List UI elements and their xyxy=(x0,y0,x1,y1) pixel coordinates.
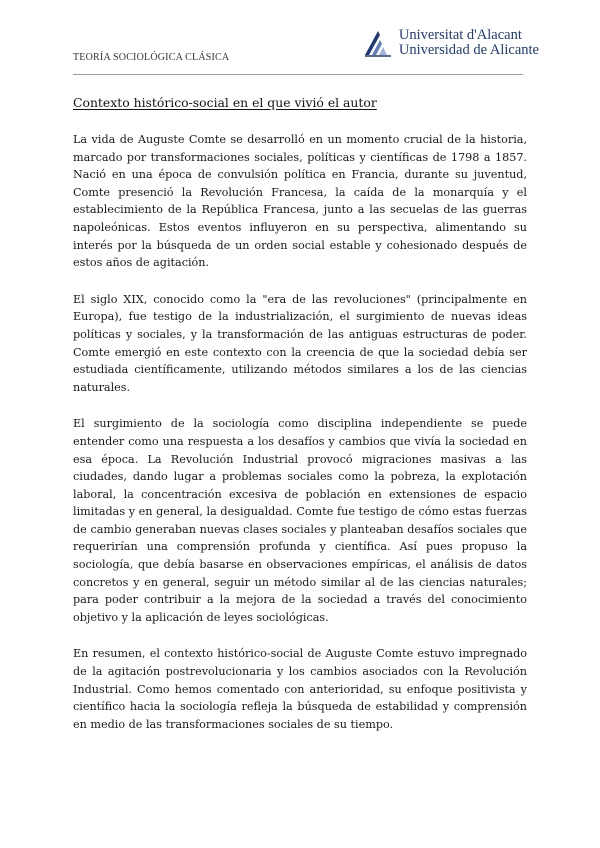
section-title: Contexto histórico-social en el que vivió el autor xyxy=(73,95,377,110)
university-logo-text xyxy=(399,28,539,58)
body-text xyxy=(73,131,527,752)
university-logo-icon xyxy=(363,28,393,58)
paragraph: El siglo XIX, conocido como la "era de las revoluciones" (principalmente en Europa), fue testigo de la industrialización, el surgimiento de nuevas ideas políticas y sociales, y la transformación de las antiguas estructuras de poder. Comte emergió en este contexto con la creencia de que la sociedad debía ser estudiada científicamente, utilizando métodos similares a los de las ciencias naturales. xyxy=(73,292,527,394)
paragraph: La vida de Auguste Comte se desarrolló en un momento crucial de la historia, marcado por transformaciones sociales, políticas y científicas de 1798 a 1857. Nació en una época de convulsión política en Francia, durante su juventud, Comte presenció la Revolución Francesa, la caída de la monarquía y el establecimiento de la República Francesa, junto a las secuelas de las guerras napoleónicas. Estos eventos influyeron en su perspectiva, alimentando su interés por la búsqueda de un orden social estable y cohesionado después de estos años de agitación. xyxy=(73,133,527,270)
course-title: TEORÍA SOCIOLÓGICA CLÁSICA xyxy=(73,52,230,63)
university-logo xyxy=(363,28,539,58)
paragraph: El surgimiento de la sociología como disciplina independiente se puede entender como una respuesta a los desafíos y cambios que vivía la sociedad en esa época. La Revolución Industrial provocó migraciones masivas a las ciudades, dando lugar a problemas sociales como la pobreza, la explotación laboral, la concentración excesiva de población en extensiones de espacio limitadas y en general, la desigualdad. Comte fue testigo de cómo estas fuerzas de cambio generaban nuevas clases sociales y planteaban desafíos sociales que requerirían una comprensión profunda y científica. Así pues propuso la sociología, que debía basarse en observaciones empíricas, el análisis de datos concretos y en general, seguir un método similar al de las ciencias naturales; para poder contribuir a la mejora de la sociedad a través del conocimiento objetivo y la aplicación de leyes sociológicas. xyxy=(73,417,527,624)
header-divider xyxy=(73,74,523,75)
logo-line-valencian: Universitat d'Alacant xyxy=(398,27,522,43)
paragraph: En resumen, el contexto histórico-social de Auguste Comte estuvo impregnado de la agitación postrevolucionaria y los cambios asociados con la Revolución Industrial. Como hemos comentado con anterioridad, su enfoque positivista y científico hacia la sociología refleja la búsqueda de estabilidad y comprensión en medio de las transformaciones sociales de su tiempo. xyxy=(73,647,527,731)
page-header xyxy=(73,28,539,76)
logo-line-spanish: Universidad de Alicante xyxy=(398,42,539,58)
